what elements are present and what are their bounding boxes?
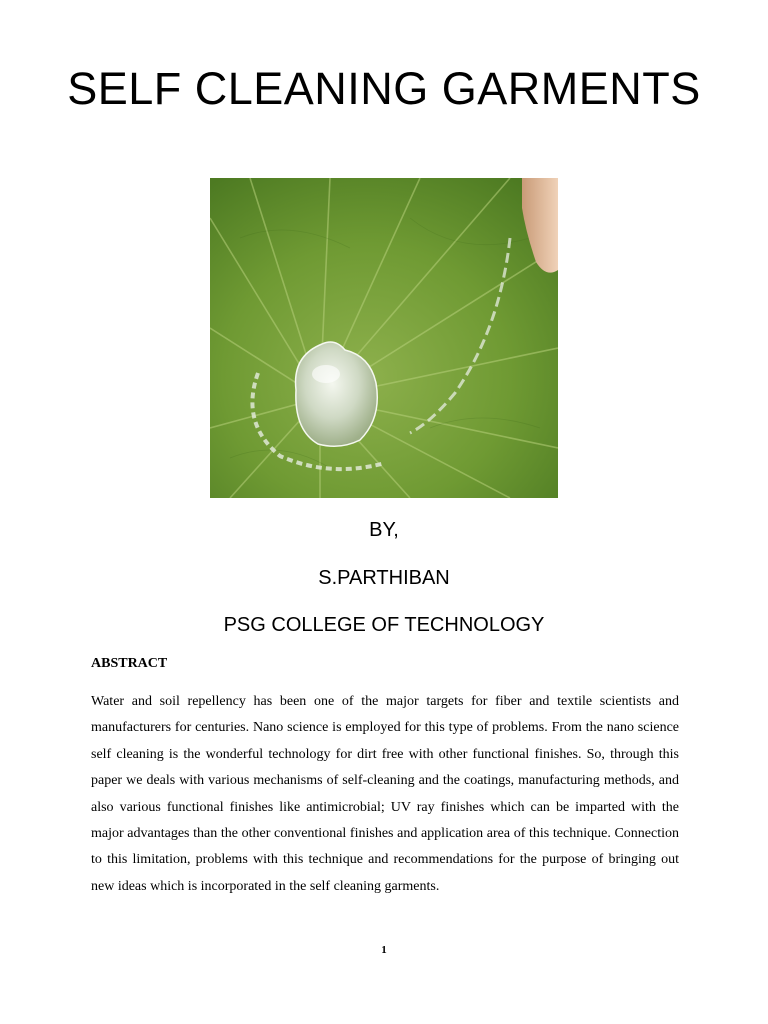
abstract-body: Water and soil repellency has been one of the major targets for fiber and textile scientists and manufacturers for centuries. Nano science is employed for this type of problems. From the nano science self cleaning is the wonderful technology for dirt free with other functional finishes. So, through this paper we deals with various mechanisms of self-cleaning and the coatings, manufacturing methods, and also various functional finishes like antimicrobial; UV ray finishes which can be imparted with the major advantages than the other conventional finishes and application area of this technique. Connection to this limitation, problems with this technique and recommendations for the purpose of bringing out new ideas which is incorporated in the self cleaning garments. xyxy=(91,694,679,894)
page-number: 1 xyxy=(381,944,387,956)
lotus-leaf-water-droplet-image xyxy=(210,178,558,498)
institution-name: PSG COLLEGE OF TECHNOLOGY xyxy=(223,614,545,636)
page-title: SELF CLEANING GARMENTS xyxy=(67,63,701,114)
abstract-heading: ABSTRACT xyxy=(91,656,168,671)
byline: BY, xyxy=(369,519,399,541)
author-name: S.PARTHIBAN xyxy=(318,567,450,589)
